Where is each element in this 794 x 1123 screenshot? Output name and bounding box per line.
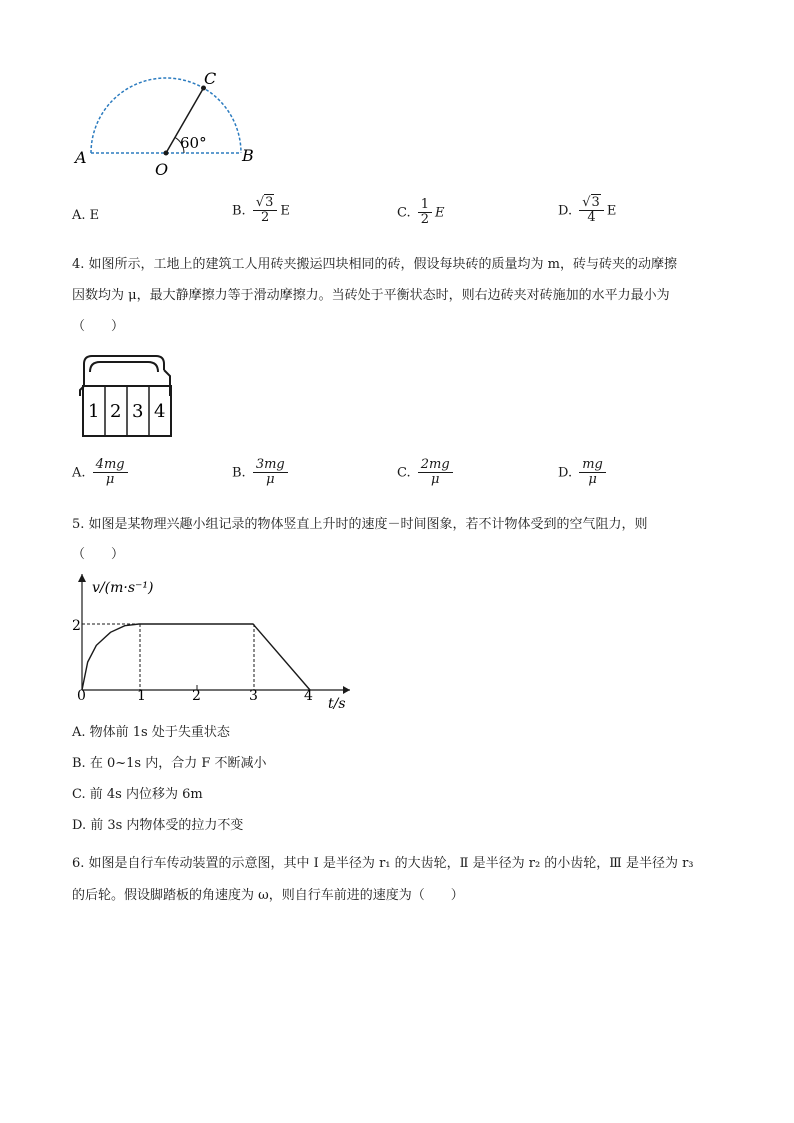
x-tick-label: 3: [249, 688, 258, 704]
q3-option-d[interactable]: D. $\frac{√3}{4}$ E: [558, 195, 617, 226]
x-tick-label: 2: [192, 688, 201, 704]
velocity-series-line: [82, 624, 310, 690]
q4-option-a[interactable]: A. $\frac{4mg}{\mu}$: [72, 458, 131, 488]
point-o-label: O: [155, 160, 169, 179]
x-tick-label: 0: [77, 688, 86, 704]
q4-option-d[interactable]: D. $\frac{mg}{\mu}$: [558, 458, 609, 488]
q5-option-a[interactable]: A. 物体前 1s 处于失重状态: [72, 725, 230, 740]
point-c-label: C: [204, 69, 217, 88]
fraction: $\frac{mg}{\mu}$: [579, 458, 606, 488]
q4-stem-line2: 因数均为 μ，最大静摩擦力等于滑动摩擦力。当砖处于平衡状态时，则右边砖夹对砖施加的水平力最小为: [72, 288, 670, 303]
x-tick-label: 1: [137, 688, 146, 704]
q4-answer-blank: （ ）: [72, 319, 125, 334]
q5-option-d[interactable]: D. 前 3s 内物体受的拉力不变: [72, 818, 244, 833]
q3-option-b[interactable]: B. $\frac{√3}{2}$ E: [232, 195, 290, 226]
y-axis-label: v/(m·s⁻¹): [92, 580, 154, 596]
fraction: $\frac{4mg}{\mu}$: [93, 458, 128, 488]
fraction: $\frac{√3}{2}$: [253, 196, 278, 226]
point-a-label: A: [75, 148, 87, 167]
brick-label: 4: [154, 401, 166, 422]
q4-option-c[interactable]: C. $\frac{2mg}{\mu}$: [397, 458, 456, 488]
point-b-label: B: [242, 146, 254, 165]
fraction: $\frac{1}{2}$: [418, 198, 432, 228]
fraction: $\frac{√3}{4}$: [579, 196, 604, 226]
x-axis-label: t/s: [328, 696, 346, 712]
y-axis-arrow: [78, 574, 86, 582]
fraction: $\frac{2mg}{\mu}$: [418, 458, 453, 488]
q3-option-c[interactable]: C. $\frac{1}{2}$ E: [397, 197, 445, 228]
q4-option-b[interactable]: B. $\frac{3mg}{\mu}$: [232, 458, 291, 488]
q5-answer-blank: （ ）: [72, 547, 125, 562]
x-tick-label: 4: [304, 688, 313, 704]
x-axis-arrow: [343, 686, 350, 694]
q3-option-a[interactable]: A. E: [72, 208, 100, 223]
q6-stem-line1: 6. 如图是自行车传动装置的示意图，其中 Ⅰ 是半径为 r₁ 的大齿轮，Ⅱ 是半径为 r₂ 的小齿轮，Ⅲ 是半径为 r₃: [72, 856, 694, 871]
semicircle-figure: [60, 60, 290, 185]
angle-label: 60°: [180, 134, 207, 152]
fraction: $\frac{3mg}{\mu}$: [253, 458, 288, 488]
brick-clamp-figure: [74, 350, 184, 440]
velocity-time-chart: [60, 570, 360, 720]
q5-option-c[interactable]: C. 前 4s 内位移为 6m: [72, 787, 203, 802]
brick-label: 1: [88, 401, 100, 422]
brick-label: 3: [132, 401, 144, 422]
q5-stem-line1: 5. 如图是某物理兴趣小组记录的物体竖直上升时的速度－时间图象，若不计物体受到的空气阻力，则: [72, 517, 648, 532]
q4-stem-line1: 4. 如图所示，工地上的建筑工人用砖夹搬运四块相同的砖，假设每块砖的质量均为 m，砖与砖夹的动摩擦: [72, 257, 677, 272]
q5-option-b[interactable]: B. 在 0~1s 内，合力 F 不断减小: [72, 756, 267, 771]
q6-stem-line2: 的后轮。假设脚踏板的角速度为 ω，则自行车前进的速度为（ ）: [72, 888, 464, 903]
y-tick-label: 2: [72, 618, 81, 634]
brick-label: 2: [110, 401, 122, 422]
